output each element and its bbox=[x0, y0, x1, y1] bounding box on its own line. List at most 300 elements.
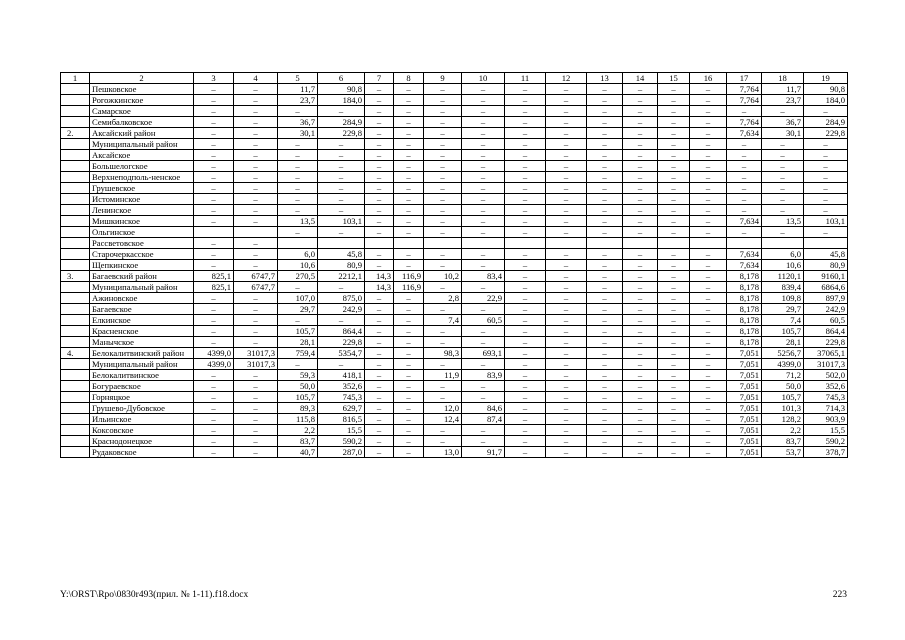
table-cell: 90,8 bbox=[318, 84, 365, 95]
table-cell: – bbox=[505, 139, 546, 150]
table-cell: 23,7 bbox=[278, 95, 318, 106]
table-cell: – bbox=[394, 117, 424, 128]
table-cell: 418,1 bbox=[318, 370, 365, 381]
column-header: 18 bbox=[762, 73, 804, 84]
table-row bbox=[61, 117, 848, 128]
column-header: 17 bbox=[727, 73, 762, 84]
table-cell: 36,7 bbox=[762, 117, 804, 128]
table-row bbox=[61, 183, 848, 194]
row-index bbox=[61, 249, 90, 260]
table-cell: – bbox=[278, 315, 318, 326]
row-index bbox=[61, 392, 90, 403]
table-cell: – bbox=[505, 271, 546, 282]
table-cell: – bbox=[587, 117, 623, 128]
table-cell: 31017,3 bbox=[234, 359, 278, 370]
table-cell: – bbox=[658, 216, 690, 227]
table-cell: 714,3 bbox=[804, 403, 848, 414]
table-cell: – bbox=[546, 227, 587, 238]
table-cell: – bbox=[623, 403, 658, 414]
table-cell: – bbox=[587, 436, 623, 447]
table-cell: 15,5 bbox=[318, 425, 365, 436]
table-cell: – bbox=[394, 359, 424, 370]
table-cell: 590,2 bbox=[804, 436, 848, 447]
table-cell bbox=[394, 238, 424, 249]
table-cell: – bbox=[424, 161, 462, 172]
table-cell: 83,7 bbox=[762, 436, 804, 447]
table-cell: – bbox=[462, 392, 505, 403]
row-name: Манычское bbox=[90, 337, 194, 348]
table-cell: – bbox=[546, 436, 587, 447]
table-cell: – bbox=[546, 150, 587, 161]
table-cell: – bbox=[234, 95, 278, 106]
row-name: Багаевское bbox=[90, 304, 194, 315]
table-cell: – bbox=[424, 84, 462, 95]
table-cell: – bbox=[462, 425, 505, 436]
table-cell: – bbox=[462, 260, 505, 271]
table-cell: – bbox=[194, 326, 234, 337]
table-cell: – bbox=[462, 249, 505, 260]
table-cell: – bbox=[318, 315, 365, 326]
table-cell: – bbox=[546, 117, 587, 128]
table-row bbox=[61, 414, 848, 425]
table-cell: – bbox=[546, 161, 587, 172]
table-row bbox=[61, 128, 848, 139]
table-cell: – bbox=[234, 161, 278, 172]
table-cell: – bbox=[690, 161, 727, 172]
table-row bbox=[61, 260, 848, 271]
table-cell: – bbox=[587, 172, 623, 183]
table-cell: – bbox=[194, 315, 234, 326]
table-cell: – bbox=[505, 106, 546, 117]
table-cell: 40,7 bbox=[278, 447, 318, 458]
table-cell: – bbox=[587, 370, 623, 381]
table-cell: – bbox=[194, 249, 234, 260]
row-name: Ажиновское bbox=[90, 293, 194, 304]
table-cell: – bbox=[587, 216, 623, 227]
table-cell: – bbox=[365, 414, 394, 425]
table-cell: – bbox=[318, 227, 365, 238]
table-row bbox=[61, 304, 848, 315]
table-cell: 28,1 bbox=[278, 337, 318, 348]
table-row bbox=[61, 293, 848, 304]
table-cell: – bbox=[623, 359, 658, 370]
table-row bbox=[61, 161, 848, 172]
table-cell: 590,2 bbox=[318, 436, 365, 447]
table-cell: – bbox=[194, 183, 234, 194]
row-name: Муниципальный район bbox=[90, 139, 194, 150]
table-cell: – bbox=[505, 194, 546, 205]
table-cell: – bbox=[365, 117, 394, 128]
table-cell: 9160,1 bbox=[804, 271, 848, 282]
table-cell: 60,5 bbox=[804, 315, 848, 326]
table-cell: – bbox=[623, 216, 658, 227]
table-cell: 14,3 bbox=[365, 282, 394, 293]
table-cell: – bbox=[424, 95, 462, 106]
table-cell: 184,0 bbox=[318, 95, 365, 106]
table-cell: 12,0 bbox=[424, 403, 462, 414]
table-cell: – bbox=[546, 370, 587, 381]
row-index bbox=[61, 139, 90, 150]
table-cell: – bbox=[690, 194, 727, 205]
table-cell: 8,178 bbox=[727, 304, 762, 315]
table-row bbox=[61, 150, 848, 161]
table-cell: 2212,1 bbox=[318, 271, 365, 282]
row-name: Самарское bbox=[90, 106, 194, 117]
table-cell: – bbox=[234, 205, 278, 216]
table-cell: 693,1 bbox=[462, 348, 505, 359]
table-cell: – bbox=[194, 139, 234, 150]
table-cell: – bbox=[505, 260, 546, 271]
table-cell: – bbox=[365, 348, 394, 359]
row-index bbox=[61, 117, 90, 128]
table-row bbox=[61, 403, 848, 414]
row-index bbox=[61, 425, 90, 436]
table-cell: – bbox=[623, 95, 658, 106]
table-cell: – bbox=[318, 282, 365, 293]
table-cell: – bbox=[804, 194, 848, 205]
table-cell: – bbox=[394, 326, 424, 337]
table-cell: – bbox=[318, 161, 365, 172]
table-cell: 8,178 bbox=[727, 293, 762, 304]
table-cell: – bbox=[762, 227, 804, 238]
table-cell: 184,0 bbox=[804, 95, 848, 106]
row-index bbox=[61, 370, 90, 381]
table-cell: – bbox=[587, 161, 623, 172]
table-cell: – bbox=[278, 205, 318, 216]
table-row bbox=[61, 238, 848, 249]
table-cell: – bbox=[623, 381, 658, 392]
table-row bbox=[61, 326, 848, 337]
table-cell: 116,9 bbox=[394, 271, 424, 282]
table-row bbox=[61, 227, 848, 238]
row-index bbox=[61, 106, 90, 117]
table-cell: – bbox=[424, 172, 462, 183]
table-cell: – bbox=[623, 249, 658, 260]
table-cell: – bbox=[462, 150, 505, 161]
table-cell: – bbox=[462, 216, 505, 227]
table-cell: – bbox=[365, 326, 394, 337]
row-index: 4. bbox=[61, 348, 90, 359]
table-cell: – bbox=[762, 161, 804, 172]
table-cell: 13,5 bbox=[762, 216, 804, 227]
table-cell: 7,764 bbox=[727, 95, 762, 106]
table-cell: 4399,0 bbox=[194, 359, 234, 370]
table-cell: – bbox=[505, 326, 546, 337]
table-cell: – bbox=[546, 84, 587, 95]
table-cell: – bbox=[587, 139, 623, 150]
table-cell: – bbox=[394, 414, 424, 425]
table-cell: – bbox=[623, 117, 658, 128]
table-cell: 29,7 bbox=[762, 304, 804, 315]
table-cell bbox=[318, 238, 365, 249]
table-cell: – bbox=[462, 139, 505, 150]
table-cell: – bbox=[365, 381, 394, 392]
table-cell: – bbox=[623, 271, 658, 282]
table-cell: – bbox=[804, 139, 848, 150]
table-cell: – bbox=[234, 315, 278, 326]
table-row bbox=[61, 447, 848, 458]
table-cell: 8,178 bbox=[727, 315, 762, 326]
table-cell: – bbox=[587, 150, 623, 161]
table-cell: 90,8 bbox=[804, 84, 848, 95]
table-cell: 83,4 bbox=[462, 271, 505, 282]
table-cell: – bbox=[690, 271, 727, 282]
table-cell: – bbox=[546, 403, 587, 414]
table-cell: 875,0 bbox=[318, 293, 365, 304]
table-cell: 60,5 bbox=[462, 315, 505, 326]
table-cell: – bbox=[505, 315, 546, 326]
table-cell: – bbox=[587, 271, 623, 282]
table-cell: 1120,1 bbox=[762, 271, 804, 282]
row-index bbox=[61, 403, 90, 414]
table-cell: – bbox=[623, 128, 658, 139]
table-cell: – bbox=[658, 205, 690, 216]
column-header: 11 bbox=[505, 73, 546, 84]
table-cell: 2,8 bbox=[424, 293, 462, 304]
table-cell: – bbox=[505, 172, 546, 183]
table-cell: – bbox=[394, 304, 424, 315]
table-cell: – bbox=[623, 161, 658, 172]
table-cell: 284,9 bbox=[318, 117, 365, 128]
table-cell: 83,7 bbox=[278, 436, 318, 447]
column-header: 9 bbox=[424, 73, 462, 84]
table-cell: – bbox=[505, 205, 546, 216]
table-cell: – bbox=[727, 150, 762, 161]
table-cell: – bbox=[424, 381, 462, 392]
table-cell: – bbox=[234, 183, 278, 194]
table-cell: 50,0 bbox=[762, 381, 804, 392]
table-cell: 7,051 bbox=[727, 359, 762, 370]
table-cell: – bbox=[234, 117, 278, 128]
column-header: 7 bbox=[365, 73, 394, 84]
table-cell: – bbox=[658, 315, 690, 326]
table-cell: – bbox=[394, 392, 424, 403]
table-cell: 745,3 bbox=[318, 392, 365, 403]
table-cell: 30,1 bbox=[762, 128, 804, 139]
table-cell: – bbox=[505, 447, 546, 458]
table-cell: – bbox=[278, 139, 318, 150]
table-cell: – bbox=[365, 227, 394, 238]
table-cell: – bbox=[505, 183, 546, 194]
table-cell: – bbox=[505, 293, 546, 304]
table-cell: 71,2 bbox=[762, 370, 804, 381]
table-cell: – bbox=[194, 370, 234, 381]
table-row bbox=[61, 194, 848, 205]
table-row bbox=[61, 95, 848, 106]
row-name: Аксайский район bbox=[90, 128, 194, 139]
table-cell: 6747,7 bbox=[234, 282, 278, 293]
table-cell: 31017,3 bbox=[234, 348, 278, 359]
table-cell: 22,9 bbox=[462, 293, 505, 304]
table-cell: – bbox=[658, 392, 690, 403]
table-cell: – bbox=[587, 227, 623, 238]
table-cell: 36,7 bbox=[278, 117, 318, 128]
table-cell: – bbox=[505, 337, 546, 348]
table-cell: – bbox=[546, 249, 587, 260]
table-cell: 10,2 bbox=[424, 271, 462, 282]
table-cell: – bbox=[194, 304, 234, 315]
table-cell: – bbox=[690, 359, 727, 370]
table-cell: – bbox=[546, 216, 587, 227]
table-cell: – bbox=[394, 447, 424, 458]
table-cell: – bbox=[194, 172, 234, 183]
table-cell: – bbox=[462, 227, 505, 238]
table-row bbox=[61, 425, 848, 436]
table-cell: – bbox=[727, 194, 762, 205]
table-cell: – bbox=[394, 216, 424, 227]
table-cell: – bbox=[690, 95, 727, 106]
table-cell bbox=[690, 238, 727, 249]
table-cell: 50,0 bbox=[278, 381, 318, 392]
table-cell: 352,6 bbox=[318, 381, 365, 392]
table-cell: – bbox=[424, 304, 462, 315]
table-cell: – bbox=[690, 282, 727, 293]
table-cell: 5256,7 bbox=[762, 348, 804, 359]
table-cell: – bbox=[234, 370, 278, 381]
table-cell: 287,0 bbox=[318, 447, 365, 458]
table-row bbox=[61, 348, 848, 359]
table-cell: – bbox=[690, 183, 727, 194]
table-cell: – bbox=[234, 260, 278, 271]
table-cell: – bbox=[690, 425, 727, 436]
table-cell: – bbox=[804, 161, 848, 172]
table-cell: – bbox=[546, 348, 587, 359]
table-row bbox=[61, 271, 848, 282]
table-cell: – bbox=[623, 326, 658, 337]
table-cell: – bbox=[194, 436, 234, 447]
table-cell: – bbox=[505, 304, 546, 315]
column-header: 1 bbox=[61, 73, 90, 84]
row-index bbox=[61, 381, 90, 392]
table-cell: – bbox=[804, 227, 848, 238]
table-cell: – bbox=[690, 436, 727, 447]
table-cell: – bbox=[365, 403, 394, 414]
table-cell: – bbox=[587, 403, 623, 414]
table-cell: – bbox=[623, 150, 658, 161]
table-row bbox=[61, 315, 848, 326]
table-cell: – bbox=[623, 304, 658, 315]
column-header: 8 bbox=[394, 73, 424, 84]
column-header: 5 bbox=[278, 73, 318, 84]
table-cell: – bbox=[424, 227, 462, 238]
table-cell: 31017,3 bbox=[804, 359, 848, 370]
table-cell: – bbox=[690, 106, 727, 117]
table-cell: – bbox=[462, 304, 505, 315]
table-cell: 7,634 bbox=[727, 128, 762, 139]
table-cell: – bbox=[623, 436, 658, 447]
table-row bbox=[61, 139, 848, 150]
column-header: 3 bbox=[194, 73, 234, 84]
column-header: 4 bbox=[234, 73, 278, 84]
column-header: 19 bbox=[804, 73, 848, 84]
table-cell bbox=[194, 227, 234, 238]
table-cell: 105,7 bbox=[762, 392, 804, 403]
table-cell: – bbox=[194, 381, 234, 392]
row-index: 3. bbox=[61, 271, 90, 282]
table-cell: – bbox=[194, 293, 234, 304]
table-cell: – bbox=[727, 172, 762, 183]
table-cell: – bbox=[365, 150, 394, 161]
row-name: Рассветовское bbox=[90, 238, 194, 249]
table-cell: 23,7 bbox=[762, 95, 804, 106]
table-cell: – bbox=[623, 315, 658, 326]
table-cell: – bbox=[194, 216, 234, 227]
table-cell: – bbox=[546, 304, 587, 315]
table-cell: 629,7 bbox=[318, 403, 365, 414]
table-cell: 37065,1 bbox=[804, 348, 848, 359]
table-row bbox=[61, 249, 848, 260]
table-cell: 7,051 bbox=[727, 436, 762, 447]
table-cell: – bbox=[365, 216, 394, 227]
table-cell: 7,051 bbox=[727, 392, 762, 403]
table-cell: – bbox=[462, 359, 505, 370]
table-cell: 2,2 bbox=[762, 425, 804, 436]
table-cell bbox=[658, 238, 690, 249]
table-cell: – bbox=[623, 392, 658, 403]
table-cell: 30,1 bbox=[278, 128, 318, 139]
table-cell: – bbox=[234, 106, 278, 117]
table-cell: – bbox=[505, 381, 546, 392]
table-cell: 84,6 bbox=[462, 403, 505, 414]
table-cell: 7,634 bbox=[727, 216, 762, 227]
table-cell: – bbox=[546, 205, 587, 216]
table-cell: – bbox=[462, 282, 505, 293]
table-cell: – bbox=[365, 249, 394, 260]
table-cell bbox=[462, 238, 505, 249]
table-cell: – bbox=[587, 282, 623, 293]
table-cell: – bbox=[727, 139, 762, 150]
table-cell: – bbox=[194, 117, 234, 128]
table-cell: – bbox=[234, 392, 278, 403]
table-cell: 8,178 bbox=[727, 326, 762, 337]
table-cell: – bbox=[365, 447, 394, 458]
row-name: Большелогское bbox=[90, 161, 194, 172]
table-cell: – bbox=[462, 205, 505, 216]
table-cell bbox=[587, 238, 623, 249]
table-cell: 13,5 bbox=[278, 216, 318, 227]
table-cell: – bbox=[623, 337, 658, 348]
table-cell: – bbox=[394, 436, 424, 447]
table-cell: 7,051 bbox=[727, 381, 762, 392]
table-cell: – bbox=[587, 194, 623, 205]
table-cell: 109,8 bbox=[762, 293, 804, 304]
row-index bbox=[61, 84, 90, 95]
table-cell: – bbox=[546, 359, 587, 370]
row-index bbox=[61, 414, 90, 425]
table-cell: – bbox=[394, 315, 424, 326]
row-index bbox=[61, 194, 90, 205]
table-cell: – bbox=[365, 425, 394, 436]
table-cell: – bbox=[194, 150, 234, 161]
row-name: Коксовское bbox=[90, 425, 194, 436]
row-name: Мишкинское bbox=[90, 216, 194, 227]
table-cell: – bbox=[194, 403, 234, 414]
table-cell bbox=[623, 238, 658, 249]
table-cell bbox=[762, 238, 804, 249]
table-cell: – bbox=[194, 194, 234, 205]
table-cell: – bbox=[587, 304, 623, 315]
table-cell: – bbox=[234, 414, 278, 425]
table-cell: – bbox=[658, 359, 690, 370]
table-cell: 28,1 bbox=[762, 337, 804, 348]
table-cell: – bbox=[587, 106, 623, 117]
table-cell: – bbox=[505, 249, 546, 260]
table-cell: – bbox=[424, 326, 462, 337]
table-cell: 6747,7 bbox=[234, 271, 278, 282]
table-cell: – bbox=[546, 95, 587, 106]
table-cell: 7,764 bbox=[727, 117, 762, 128]
row-name: Старочеркасское bbox=[90, 249, 194, 260]
